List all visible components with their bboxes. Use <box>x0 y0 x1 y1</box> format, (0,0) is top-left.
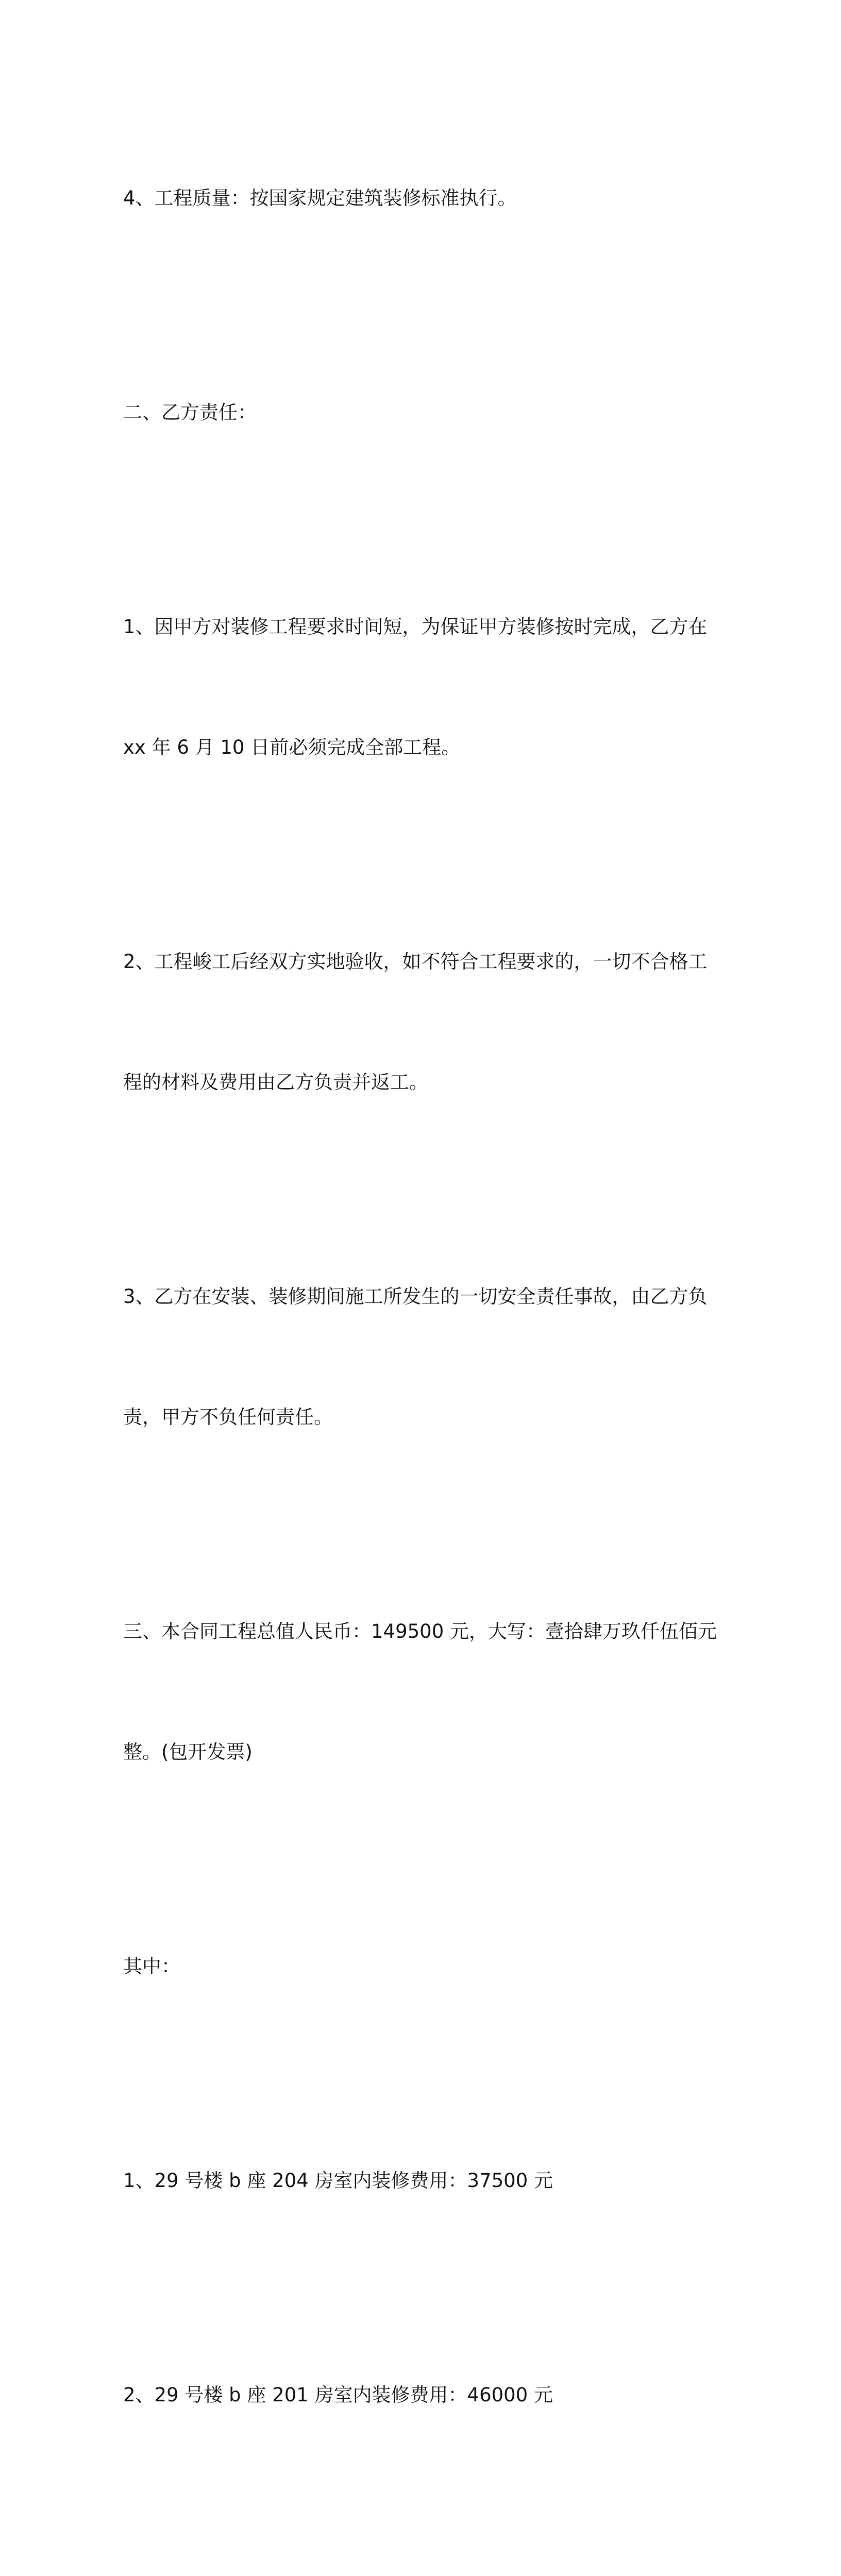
paragraph-line: 1、29 号楼 b 座 204 房室内装修费用：37500 元 <box>123 2170 553 2192</box>
paragraph-quality <box>123 98 716 299</box>
paragraph-line: 3、乙方在安装、装修期间施工所发生的一切安全责任事故，由乙方负 <box>123 1285 708 1308</box>
paragraph-line: 责，甲方不负任何责任。 <box>123 1406 333 1428</box>
paragraph-line: 三、本合同工程总值人民币：149500 元，大写：壹拾肆万玖仟伍佰元 <box>123 1620 717 1642</box>
paragraph-deadline <box>123 527 716 848</box>
paragraph-line: 4、工程质量：按国家规定建筑装修标准执行。 <box>123 187 517 209</box>
paragraph-line: 二、乙方责任： <box>123 401 257 423</box>
paragraph-line: 2、29 号楼 b 座 201 房室内装修费用：46000 元 <box>123 2384 553 2406</box>
paragraph-line: 整。(包开发票) <box>123 1741 253 1763</box>
paragraph-line: 其中： <box>123 1955 180 1977</box>
paragraph-line: 1、因甲方对装修工程要求时间短，为保证甲方装修按时完成，乙方在 <box>123 616 708 638</box>
cost-item-204 <box>123 2080 716 2281</box>
section-contract-total <box>123 1531 716 1853</box>
paragraph-safety <box>123 1196 716 1518</box>
paragraph-acceptance <box>123 861 716 1183</box>
paragraph-line: 2、工程峻工后经双方实地验收，如不符合工程要求的，一切不合格工 <box>123 951 708 973</box>
section-heading-party-b <box>123 312 716 513</box>
document-body <box>123 98 716 2576</box>
paragraph-line: xx 年 6 月 10 日前必须完成全部工程。 <box>123 736 461 758</box>
paragraph-breakdown-label <box>123 1866 716 2067</box>
cost-item-201 <box>123 2295 716 2496</box>
cost-item-203 <box>123 2509 716 2576</box>
paragraph-line: 程的材料及费用由乙方负责并返工。 <box>123 1071 428 1093</box>
